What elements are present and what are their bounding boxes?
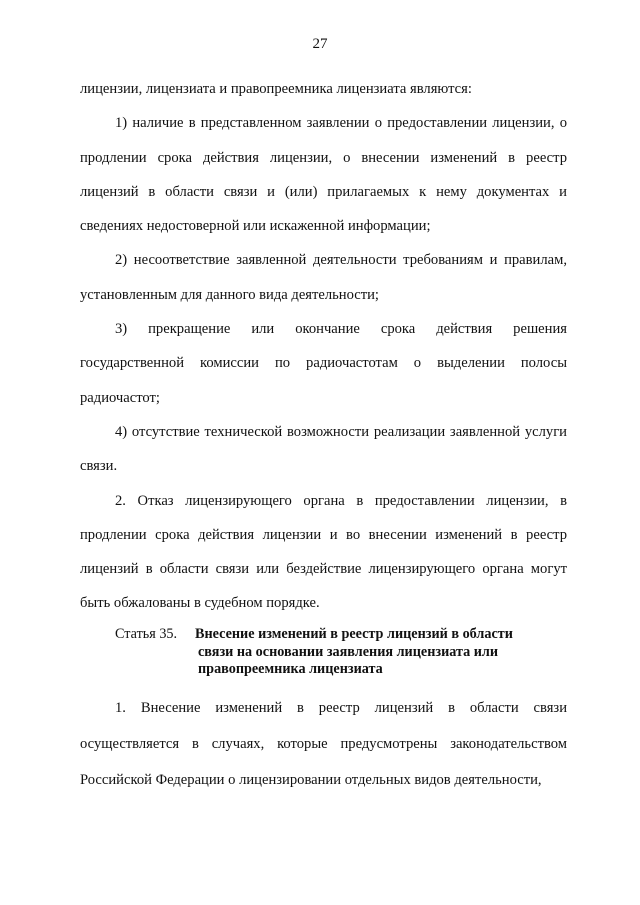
- article-title-line: связи на основании заявления лицензиата или: [198, 643, 499, 660]
- paragraph-point-2: 2. Отказ лицензирующего органа в предоставлении лицензии, в продлении срока действия лицензии и во внесении изменений в реестр лицензий в области связи или бездействие лицензирующего органа могут быть обжалованы в судебном порядке.: [80, 492, 567, 612]
- article-label: Статья 35.: [115, 626, 178, 642]
- paragraph-item-3: 3) прекращение или окончание срока действия решения государственной комиссии по радиочастотам о выделении полосы радиочастот;: [80, 321, 567, 406]
- article-title-line: Внесение изменений в реестр лицензий в области: [195, 626, 513, 642]
- paragraph-intro: лицензии, лицензиата и правопреемника лицензиата являются:: [80, 81, 472, 97]
- page-number: 27: [312, 36, 328, 52]
- paragraph-art35-point-1: 1. Внесение изменений в реестр лицензий в области связи осуществляется в случаях, которые предусмотрены законодательством Российской Федерации о лицензировании отдельных видов деятельности,: [80, 700, 567, 788]
- paragraph-item-4: 4) отсутствие технической возможности реализации заявленной услуги связи.: [80, 423, 567, 475]
- paragraph-item-2: 2) несоответствие заявленной деятельности требованиям и правилам, установленным для данного вида деятельности;: [80, 252, 567, 303]
- document-body: [80, 72, 567, 621]
- article-body: [80, 690, 567, 798]
- paragraph-item-1: 1) наличие в представленном заявлении о предоставлении лицензии, о продлении срока действия лицензии, о внесении изменений в реестр лицензий в области связи и (или) прилагаемых к нему документах и сведениях недостоверной или искаженной информации;: [80, 115, 567, 235]
- article-title: [195, 626, 555, 679]
- article-title-line: правопреемника лицензиата: [198, 661, 383, 677]
